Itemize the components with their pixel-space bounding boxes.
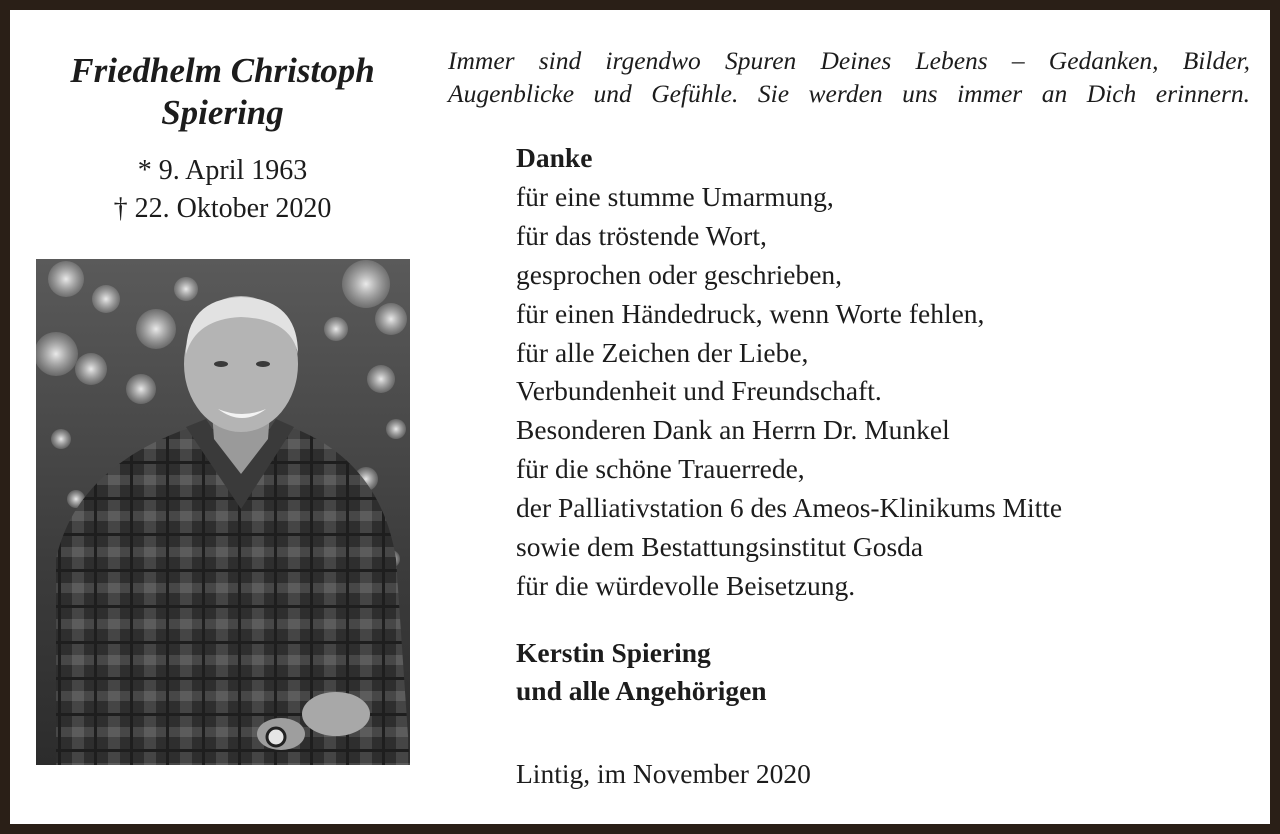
birth-date: * 9. April 1963 xyxy=(137,155,308,186)
deceased-name xyxy=(30,50,415,134)
signature-line-2: und alle Angehörigen xyxy=(516,675,767,706)
thanks-line: für alle Zeichen der Liebe, xyxy=(516,336,809,368)
signature-line-1: Kerstin Spiering xyxy=(516,637,711,668)
thanks-line: Besonderen Dank an Herrn Dr. Munkel xyxy=(516,414,950,446)
thanks-line: für einen Händedruck, wenn Worte fehlen, xyxy=(516,297,985,329)
name-line-2: Spiering xyxy=(161,93,284,132)
thanks-line: Verbundenheit und Freundschaft. xyxy=(516,375,882,407)
signature-block xyxy=(516,634,1116,710)
thanks-line: der Palliativstation 6 des Ameos-Klinikums Mitte xyxy=(516,492,1063,524)
place-and-date: Lintig, im November 2020 xyxy=(516,758,811,789)
thanks-line: für die würdevolle Beisetzung. xyxy=(516,569,856,601)
death-date: † 22. Oktober 2020 xyxy=(113,193,332,224)
quote-line-1: Immer sind irgendwo Spuren Deines Lebens – Gedanken, Bilder, xyxy=(448,46,1250,75)
memorial-quote xyxy=(448,44,1250,110)
thanks-line: sowie dem Bestattungsinstitut Gosda xyxy=(516,531,924,563)
thanks-line: für die schöne Trauerrede, xyxy=(516,453,805,485)
thanks-heading: Danke xyxy=(516,142,593,173)
thanks-text xyxy=(516,139,1236,606)
life-dates xyxy=(30,152,415,228)
quote-line-2: Augenblicke und Gefühle. Sie werden uns immer an Dich erinnern. xyxy=(448,79,1250,108)
portrait-illustration xyxy=(36,259,410,765)
name-line-1: Friedhelm Christoph xyxy=(70,51,375,90)
obituary-card xyxy=(10,10,1270,824)
portrait-photo xyxy=(36,259,410,765)
thanks-line: gesprochen oder geschrieben, xyxy=(516,258,843,290)
thanks-line: für eine stumme Umarmung, xyxy=(516,180,834,212)
thanks-line: für das tröstende Wort, xyxy=(516,219,767,251)
